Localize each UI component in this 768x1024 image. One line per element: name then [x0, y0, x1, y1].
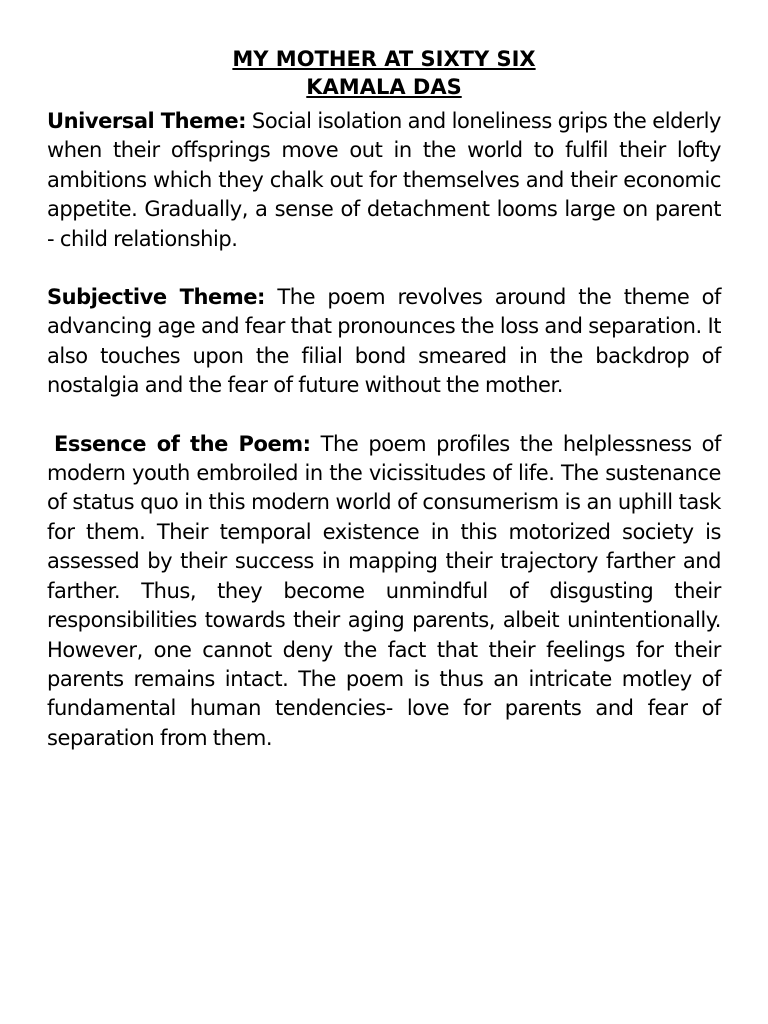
document-page	[47, 45, 721, 782]
document-title: MY MOTHER AT SIXTY SIX	[232, 47, 536, 71]
universal-theme-paragraph	[47, 107, 721, 254]
essence-text: The poem profiles the helplessness of modern youth embroiled in the vicissitudes of life. The sustenance of status quo in this modern world of consumerism is an uphill task for them. Their temporal existence in this motorized society is assessed by their success in mapping their trajectory farther and farther. Thus, they become unmindful of disgusting their responsibilities towards their aging parents, albeit unintentionally. However, one cannot deny the fact that their feelings for their parents remains intact. The poem is thus an intricate motley of fundamental human tendencies- love for parents and fear of separation from them.	[47, 431, 721, 750]
subjective-theme-label: Subjective Theme:	[47, 285, 265, 310]
universal-theme-text: Social isolation and loneliness grips the elderly when their offsprings move out in the world to fulfil their lofty ambitions which they chalk out for themselves and their economic appetite. Gradually, a sense of detachment looms large on parent - child relationship.	[47, 109, 721, 251]
subjective-theme-text: The poem revolves around the theme of advancing age and fear that pronounces the loss and separation. It also touches upon the filial bond smeared in the backdrop of nostalgia and the fear of future without the mother.	[47, 285, 721, 398]
document-author: KAMALA DAS	[306, 75, 462, 99]
universal-theme-label: Universal Theme:	[47, 109, 247, 133]
subjective-theme-paragraph	[47, 283, 721, 401]
essence-paragraph	[47, 430, 721, 753]
essence-label: Essence of the Poem:	[54, 431, 311, 456]
